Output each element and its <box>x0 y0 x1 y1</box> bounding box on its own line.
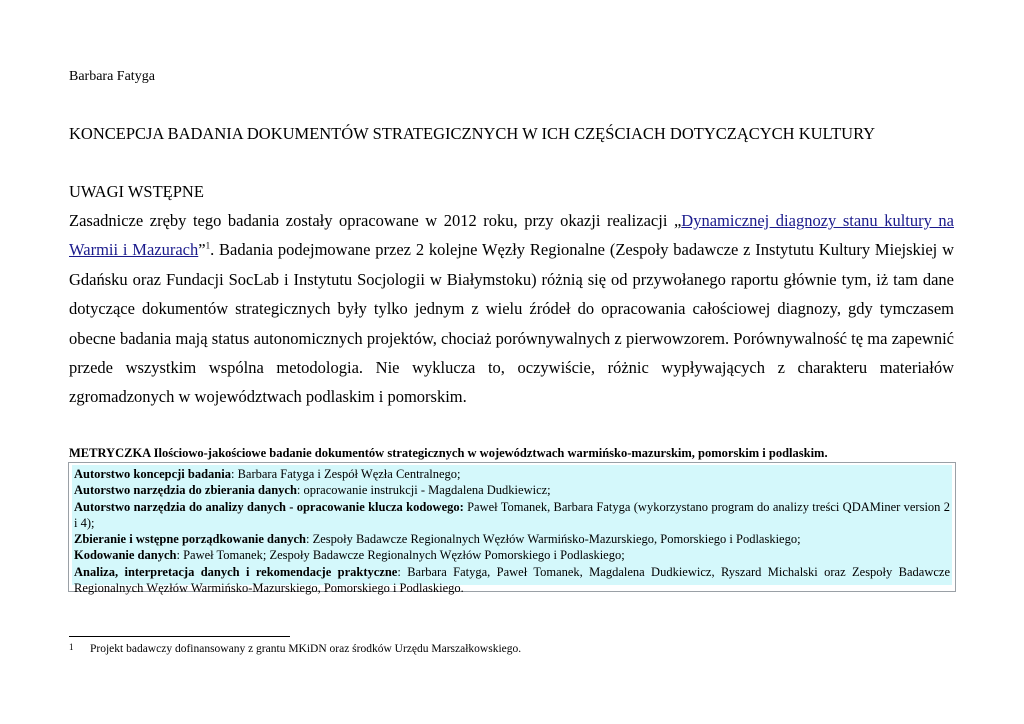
metryczka-row <box>74 547 950 563</box>
document-title: KONCEPCJA BADANIA DOKUMENTÓW STRATEGICZNYCH W ICH CZĘŚCIACH DOTYCZĄCYCH KULTURY <box>69 124 876 143</box>
metryczka-row <box>74 466 950 482</box>
metryczka-row-label: Kodowanie danych <box>74 548 177 563</box>
metryczka-row-label: Autorstwo narzędzia do analizy danych - opracowanie klucza kodowego: <box>74 499 464 514</box>
report-link[interactable]: Dynamicznej diagnozy stanu kultury na Warmii i Mazurach <box>69 211 954 260</box>
metryczka-heading: METRYCZKA Ilościowo-jakościowe badanie dokumentów strategicznych w województwach warmińsko-mazurskim, pomorskim i podlaskim. <box>69 446 828 460</box>
metryczka-row-value: Paweł Tomanek, Barbara Fatyga (wykorzystano program do analizy treści QDAMiner version 2 i 4); <box>74 499 950 530</box>
metryczka-row-value: : Barbara Fatyga i Zespół Węzła Centralnego; <box>230 467 461 481</box>
footnote-text: Projekt badawczy dofinansowany z grantu MKiDN oraz środków Urzędu Marszałkowskiego. <box>90 643 522 655</box>
metryczka-row <box>74 482 950 498</box>
section-heading: UWAGI WSTĘPNE <box>69 182 204 201</box>
metryczka-row <box>74 564 950 597</box>
metryczka-row-value: : Paweł Tomanek; Zespoły Badawcze Regionalnych Węzłów Pomorskiego i Podlaskiego; <box>176 548 625 563</box>
metryczka-row-value: : Barbara Fatyga, Paweł Tomanek, Magdalena Dudkiewicz, Ryszard Michalski oraz Zespoły Badawcze Regionalnych Węzłów Warmińsko-Mazurskiego, Pomorskiego i Podlaskiego. <box>74 564 951 596</box>
metryczka-row <box>74 499 950 532</box>
metryczka-row-label: Autorstwo narzędzia do zbierania danych <box>74 483 297 498</box>
metryczka-row <box>74 531 950 547</box>
intro-quote-close: ” <box>198 240 206 260</box>
footnote-ref[interactable]: 1 <box>205 240 211 251</box>
author-name: Barbara Fatyga <box>69 69 155 84</box>
metryczka-box <box>68 462 956 596</box>
intro-text-start: Zasadnicze zręby tego badania zostały opracowane w 2012 roku, przy okazji realizacji „ <box>69 211 682 230</box>
intro-text-rest: . Badania podejmowane przez 2 kolejne Węzły Regionalne (Zespoły badawcze z Instytutu Kultury Miejskiej w Gdańsku oraz Fundacji SocLab i Instytutu Socjologii w Białymstoku) różnią się od przywołanego raportu głównie tym, iż tam dane dotyczące dokumentów strategicznych były tylko jednym z wielu źródeł do opracowania całościowej diagnozy, gdy tymczasem obecne badania mają status autonomicznych projektów, chociaż porównywalnych z pierwowzorem. Porównywalność tę ma zapewnić przede wszystkim wspólna metodologia. Nie wyklucza to, oczywiście, różnic wypływających z charakteru materiałów zgromadzonych w województwach podlaskim i pomorskim. <box>69 240 954 407</box>
metryczka-row-label: Zbieranie i wstępne porządkowanie danych <box>74 532 306 547</box>
metryczka-content <box>72 465 952 596</box>
footnote-number: 1 <box>69 642 74 652</box>
metryczka-row-value: : Zespoły Badawcze Regionalnych Węzłów Warmińsko-Mazurskiego, Pomorskiego i Podlaskiego; <box>305 532 801 547</box>
footnote-separator <box>69 636 290 637</box>
metryczka-row-label: Autorstwo koncepcji badania <box>74 467 231 481</box>
metryczka-row-value: : opracowanie instrukcji - Magdalena Dudkiewicz; <box>296 483 551 498</box>
intro-paragraph <box>69 206 954 412</box>
metryczka-row-label: Analiza, interpretacja danych i rekomendacje praktyczne <box>74 564 398 579</box>
